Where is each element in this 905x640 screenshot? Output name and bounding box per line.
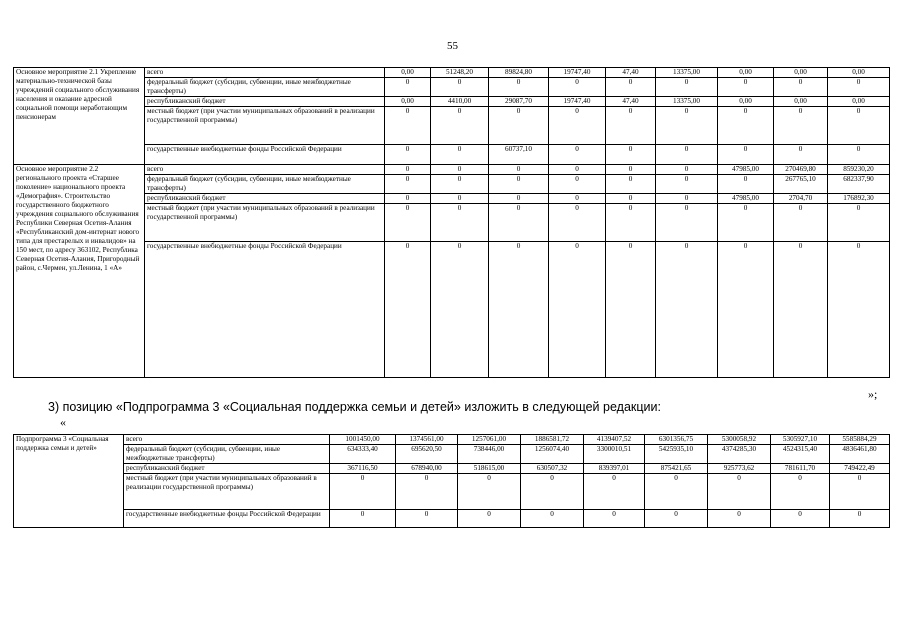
value-cell: 6301356,75 [645,435,708,445]
value-cell: 0 [385,175,431,194]
value-cell: 630507,32 [521,464,584,474]
funding-source-cell: государственные внебюджетные фонды Российской Федерации [145,145,385,165]
value-cell: 270469,80 [774,165,828,175]
value-cell: 0 [656,204,718,242]
value-cell: 0 [385,194,431,204]
value-cell: 0 [718,107,774,145]
value-cell: 0 [606,78,656,97]
table-funding-subprogram-2 [13,67,890,378]
value-cell: 47985,00 [718,194,774,204]
value-cell: 738446,00 [458,445,521,464]
value-cell: 0 [774,242,828,378]
value-cell: 0 [584,474,645,510]
value-cell: 0 [656,165,718,175]
value-cell: 13375,00 [656,68,718,78]
measure-name-cell: Основное мероприятие 2.2 регионального проекта «Старшее поколение» национального проекта «Демография». Строительство государственного бюджетного учреждения социального обслуживания Республики Северная Осетия-Алания «Республиканский дом-интернат нового типа для престарелых и инвалидов» на 150 мест, по адресу 363102, Республика Северная Осетия-Алания, Пригородный район, с.Чермен, ул.Ленина, 1 «А» [14,165,145,378]
table-funding-subprogram-3 [13,434,890,528]
value-cell: 176892,30 [828,194,890,204]
value-cell: 0 [708,510,771,528]
value-cell: 0 [489,242,549,378]
value-cell: 0 [396,474,458,510]
value-cell: 4524315,40 [771,445,830,464]
table-row [14,78,890,97]
value-cell: 0 [385,165,431,175]
value-cell: 60737,10 [489,145,549,165]
value-cell: 0 [385,204,431,242]
table-row [14,194,890,204]
value-cell: 0,00 [774,68,828,78]
funding-source-cell: всего [124,435,330,445]
value-cell: 0 [771,510,830,528]
value-cell: 0 [431,242,489,378]
funding-source-cell: федеральный бюджет (субсидии, субвенции, иные межбюджетные трансферты) [145,175,385,194]
value-cell: 5305927,10 [771,435,830,445]
value-cell: 1374561,00 [396,435,458,445]
value-cell: 0,00 [385,97,431,107]
value-cell: 0 [830,510,890,528]
value-cell: 839397,01 [584,464,645,474]
value-cell: 0 [830,474,890,510]
value-cell: 0,00 [828,97,890,107]
value-cell: 0 [549,204,606,242]
table-row [14,107,890,145]
value-cell: 0 [489,204,549,242]
value-cell: 5425935,10 [645,445,708,464]
funding-source-cell: всего [145,165,385,175]
table-row [14,68,890,78]
value-cell: 0 [385,145,431,165]
value-cell: 5585884,29 [830,435,890,445]
value-cell: 0 [385,78,431,97]
value-cell: 0 [431,204,489,242]
funding-source-cell: федеральный бюджет (субсидии, субвенции, иные межбюджетные трансферты) [124,445,330,464]
value-cell: 0 [828,107,890,145]
value-cell: 0 [606,204,656,242]
value-cell: 0 [521,510,584,528]
value-cell: 0 [718,175,774,194]
funding-source-cell: республиканский бюджет [124,464,330,474]
value-cell: 0 [330,474,396,510]
value-cell: 875421,65 [645,464,708,474]
value-cell: 0 [828,204,890,242]
table-row [14,175,890,194]
value-cell: 367116,50 [330,464,396,474]
value-cell: 0 [718,242,774,378]
value-cell: 0 [521,474,584,510]
funding-source-cell: федеральный бюджет (субсидии, субвенции, иные межбюджетные трансферты) [145,78,385,97]
value-cell: 695620,50 [396,445,458,464]
value-cell: 0 [708,474,771,510]
instruction-text: 3) позицию «Подпрограмма 3 «Социальная поддержка семьи и детей» изложить в следующей редакции: [48,400,661,414]
value-cell: 47,40 [606,68,656,78]
value-cell: 781611,70 [771,464,830,474]
value-cell: 51248,20 [431,68,489,78]
measure-name-cell: Основное мероприятие 2.1 Укрепление материально-технической базы учреждений социального обслуживания населения и оказание адресной социальной помощи неработающим пенсионерам [14,68,145,165]
value-cell: 0 [584,510,645,528]
value-cell: 0 [385,107,431,145]
funding-source-cell: республиканский бюджет [145,97,385,107]
value-cell: 0,00 [774,97,828,107]
funding-source-cell: местный бюджет (при участии муниципальных образований в реализации государственной программы) [145,107,385,145]
value-cell: 19747,40 [549,97,606,107]
value-cell: 0 [549,242,606,378]
value-cell: 0 [489,194,549,204]
value-cell: 4836461,80 [830,445,890,464]
value-cell: 4139407,52 [584,435,645,445]
value-cell: 4410,00 [431,97,489,107]
table-row [14,242,890,378]
value-cell: 0 [656,107,718,145]
closing-quote: »; [868,387,878,401]
value-cell: 29087,70 [489,97,549,107]
value-cell: 0 [549,145,606,165]
table-row [14,445,890,464]
value-cell: 0,00 [718,68,774,78]
value-cell: 0 [458,474,521,510]
value-cell: 0 [656,194,718,204]
funding-source-cell: государственные внебюджетные фонды Российской Федерации [145,242,385,378]
value-cell: 0 [489,107,549,145]
value-cell: 89824,80 [489,68,549,78]
value-cell: 0 [489,165,549,175]
measure-name-cell: Подпрограмма 3 «Социальная поддержка семьи и детей» [14,435,124,528]
value-cell: 0 [656,175,718,194]
value-cell: 0 [606,175,656,194]
table-row [14,435,890,445]
value-cell: 0 [718,145,774,165]
funding-source-cell: местный бюджет (при участии муниципальных образований в реализации государственной программы) [124,474,330,510]
value-cell: 0 [549,78,606,97]
value-cell: 0 [774,204,828,242]
value-cell: 47985,00 [718,165,774,175]
value-cell: 267765,10 [774,175,828,194]
value-cell: 0 [549,165,606,175]
value-cell: 0 [606,165,656,175]
value-cell: 0,00 [828,68,890,78]
value-cell: 0 [396,510,458,528]
value-cell: 0 [656,242,718,378]
value-cell: 0 [431,145,489,165]
value-cell: 0,00 [718,97,774,107]
value-cell: 47,40 [606,97,656,107]
value-cell: 0 [645,510,708,528]
value-cell: 0 [774,107,828,145]
value-cell: 0 [606,145,656,165]
value-cell: 0 [771,474,830,510]
table-row [14,97,890,107]
value-cell: 0 [549,107,606,145]
table-row [14,165,890,175]
value-cell: 0 [431,175,489,194]
opening-quote: « [60,415,66,429]
value-cell: 0 [774,78,828,97]
value-cell: 0 [431,107,489,145]
value-cell: 0 [656,145,718,165]
value-cell: 518615,00 [458,464,521,474]
value-cell: 0 [828,242,890,378]
value-cell: 0,00 [385,68,431,78]
table-row [14,474,890,510]
value-cell: 5300058,92 [708,435,771,445]
value-cell: 0 [549,175,606,194]
value-cell: 634333,40 [330,445,396,464]
value-cell: 678940,00 [396,464,458,474]
funding-source-cell: всего [145,68,385,78]
value-cell: 0 [645,474,708,510]
value-cell: 0 [606,107,656,145]
value-cell: 1257061,00 [458,435,521,445]
value-cell: 19747,40 [549,68,606,78]
value-cell: 0 [828,78,890,97]
value-cell: 4374285,30 [708,445,771,464]
value-cell: 0 [489,175,549,194]
value-cell: 0 [431,194,489,204]
value-cell: 0 [458,510,521,528]
page-number: 55 [447,40,458,52]
value-cell: 3300010,51 [584,445,645,464]
funding-source-cell: государственные внебюджетные фонды Российской Федерации [124,510,330,528]
value-cell: 1001450,00 [330,435,396,445]
value-cell: 0 [549,194,606,204]
value-cell: 0 [431,78,489,97]
value-cell: 0 [656,78,718,97]
value-cell: 2704,70 [774,194,828,204]
value-cell: 0 [431,165,489,175]
funding-source-cell: местный бюджет (при участии муниципальных образований в реализации государственной программы) [145,204,385,242]
value-cell: 682337,90 [828,175,890,194]
value-cell: 0 [606,242,656,378]
value-cell: 0 [330,510,396,528]
value-cell: 859230,20 [828,165,890,175]
value-cell: 0 [718,78,774,97]
value-cell: 0 [606,194,656,204]
table-row [14,204,890,242]
value-cell: 0 [718,204,774,242]
table-row [14,464,890,474]
value-cell: 0 [828,145,890,165]
value-cell: 1256074,40 [521,445,584,464]
value-cell: 0 [774,145,828,165]
value-cell: 925773,62 [708,464,771,474]
value-cell: 13375,00 [656,97,718,107]
value-cell: 749422,49 [830,464,890,474]
table-row [14,510,890,528]
funding-source-cell: республиканский бюджет [145,194,385,204]
value-cell: 0 [385,242,431,378]
value-cell: 1886581,72 [521,435,584,445]
table-row [14,145,890,165]
value-cell: 0 [489,78,549,97]
